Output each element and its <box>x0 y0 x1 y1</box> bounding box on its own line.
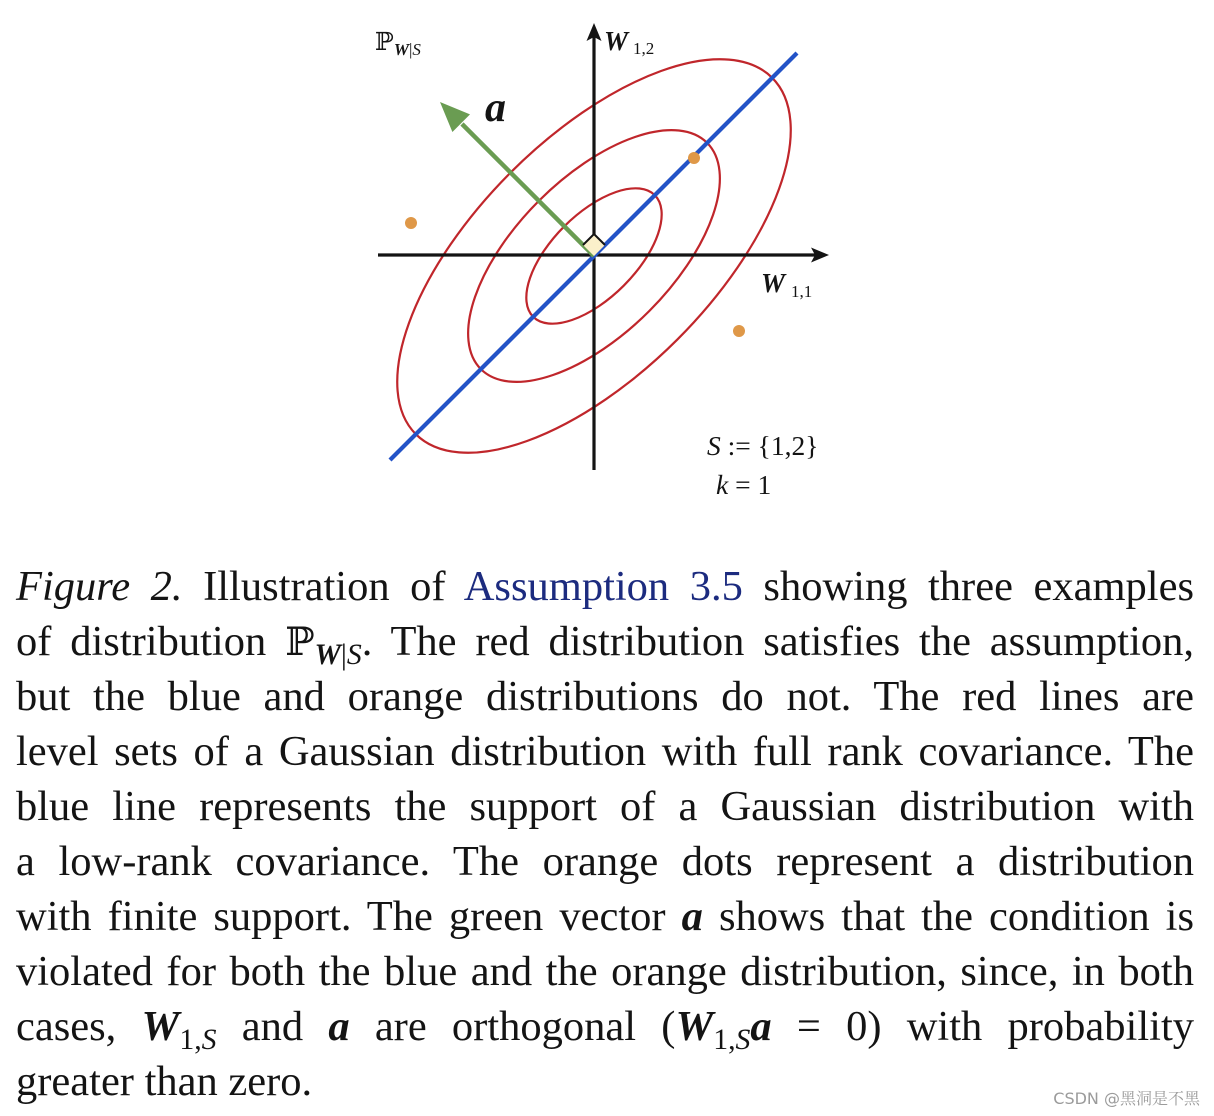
math-italic-symbol: S <box>346 637 362 671</box>
math-subscript <box>713 1023 750 1056</box>
caption-line <box>16 999 1194 1054</box>
caption-line <box>16 669 1194 724</box>
math-subscript <box>179 1023 216 1056</box>
distribution-label <box>375 27 421 59</box>
caption-text: greater than zero. <box>16 1058 313 1105</box>
right-angle-marker <box>583 234 605 256</box>
vector-a-shaft <box>462 124 594 256</box>
k-definition-rest: = 1 <box>728 469 772 500</box>
math-bold-symbol: a <box>681 893 703 940</box>
distribution-symbol: ℙ <box>375 27 394 56</box>
caption-text: violated for both the blue and the orange distribution, since, in both <box>16 948 1194 995</box>
set-definition-var: S <box>707 430 721 461</box>
finite-support-dot <box>733 325 745 337</box>
caption-figure-label: Figure 2. <box>16 563 183 610</box>
math-bold-symbol: W <box>675 1003 714 1050</box>
math-italic-symbol: S <box>735 1022 751 1056</box>
math-subscript <box>314 638 361 671</box>
vector-a-label: a <box>485 85 506 131</box>
caption-line <box>16 889 1194 944</box>
caption-text: level sets of a Gaussian distribution with full rank covariance. The <box>16 728 1194 775</box>
k-definition-var: k <box>716 469 729 500</box>
caption-text: = 0) with probability <box>771 1003 1194 1050</box>
math-bold-symbol: a <box>750 1003 772 1050</box>
caption-line <box>16 614 1194 669</box>
y-axis-label <box>604 26 654 58</box>
caption-line <box>16 779 1194 834</box>
caption-text: and <box>216 1003 329 1050</box>
figure-caption <box>16 559 1194 1109</box>
x-axis-label-sub: 1,1 <box>791 282 813 301</box>
math-bold-symbol: a <box>328 1003 350 1050</box>
distribution-subscript-var: W <box>393 40 409 59</box>
caption-text: but the blue and orange distributions do not. The red lines are <box>16 673 1194 720</box>
caption-text: shows that the condition is <box>702 893 1194 940</box>
watermark-text: CSDN @黑洞是不黑 <box>1053 1089 1200 1108</box>
math-blackboard-symbol: ℙ <box>285 620 315 665</box>
caption-text: of distribution <box>16 618 286 665</box>
y-axis-label-sub: 1,2 <box>633 39 655 58</box>
caption-text: | <box>340 637 347 671</box>
x-axis-label-var: W <box>761 268 786 298</box>
caption-text: with finite support. The green vector <box>16 893 682 940</box>
caption-text: Illustration of <box>182 563 464 610</box>
finite-support-dot <box>688 152 700 164</box>
math-bold-symbol: W <box>141 1003 180 1050</box>
y-axis-label-var: W <box>604 26 629 56</box>
caption-line <box>16 834 1194 889</box>
caption-line <box>16 1054 1194 1109</box>
x-axis-label <box>761 268 812 301</box>
distribution-subscript-bar: | <box>408 40 413 59</box>
math-bold-symbol: W <box>314 637 341 671</box>
caption-text: 1, <box>713 1022 736 1056</box>
distribution-subscript-set: S <box>412 40 421 59</box>
caption-text: a low-rank covariance. The orange dots represent a distribution <box>16 838 1194 885</box>
caption-text: cases, <box>16 1003 142 1050</box>
set-definition-rest: := {1,2} <box>720 430 819 461</box>
caption-text: blue line represents the support of a Gaussian distribution with <box>16 783 1194 830</box>
figure-diagram <box>0 0 1214 540</box>
caption-line <box>16 944 1194 999</box>
caption-line <box>16 724 1194 779</box>
caption-link-assumption[interactable]: Assumption 3.5 <box>463 563 743 610</box>
k-definition <box>716 469 771 500</box>
caption-text: are orthogonal ( <box>349 1003 676 1050</box>
math-italic-symbol: S <box>201 1022 217 1056</box>
caption-text: . The red distribution satisfies the assumption, <box>361 618 1195 665</box>
caption-text: showing three examples <box>742 563 1194 610</box>
caption-text: 1, <box>179 1022 202 1056</box>
caption-line <box>16 559 1194 614</box>
set-definition <box>707 430 818 461</box>
finite-support-dot <box>405 217 417 229</box>
